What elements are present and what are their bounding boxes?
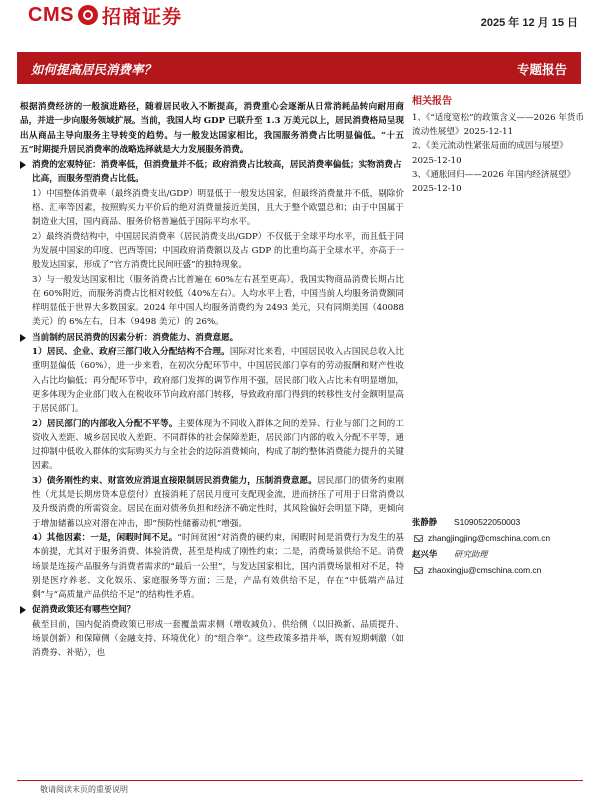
section-1-item: 1）中国整体消费率（最终消费支出/GDP）明显低于一般发达国家，但最终消费量并不低，剔除价格、汇率等因素，按照购买力平价后的绝对消费量接近美国，且大于整个欧盟总和；由于中国属于制造业大国，国内商品、服务价格普遍低于国际平均水平。 <box>32 188 404 228</box>
analyst-name: 张静静 <box>412 517 438 527</box>
related-reports-title: 相关报告 <box>412 96 452 107</box>
footer-divider <box>17 780 583 781</box>
section-2-item <box>20 345 404 416</box>
related-reports <box>412 92 586 196</box>
report-type: 专题报告 <box>516 62 567 77</box>
related-report-link[interactable]: 1、《“适度宽松”的政策含义——2026 年货币流动性展望》2025-12-11 <box>412 113 585 138</box>
report-title: 如何提高居民消费率？ <box>31 62 157 77</box>
main-content <box>20 100 404 661</box>
logo-mark-icon <box>78 5 98 25</box>
analyst-info <box>412 514 586 578</box>
bullet-arrow-icon <box>20 334 26 342</box>
logo-cn-text: 招商证券 <box>101 5 182 28</box>
analyst-row <box>412 514 586 530</box>
section-2-item <box>20 417 404 474</box>
section-3-heading-text: 促消费政策还有哪些空间？ <box>32 605 136 616</box>
section-2-heading <box>20 331 404 345</box>
analyst-row <box>412 546 586 562</box>
section-2-item-body: “时间贫困”对消费的硬约束，闲暇时间是消费行为发生的基本前提，尤其对于服务消费、体验消费，甚至是构成了刚性约束；二是，消费场景供给不足。消费场景是连接产品服务与消费者需求的“最后一公里”，与发达国家相比，国内消费场景相对不足，特别是医疗养老、文化娱乐、家庭服务等方面；三是，产品有效供给不足，存在“中低端产品过剩”与“高质量产品供给不足”的结构性矛盾。 <box>32 532 405 601</box>
section-2-item <box>20 474 404 531</box>
section-1-heading <box>20 158 404 187</box>
section-2-item-lead: 2）居民部门的内部收入分配不平等。 <box>32 418 178 429</box>
section-2-item <box>20 531 404 602</box>
section-2-item-body: 主要体现为不同收入群体之间的差异、行业与部门之间的工资收入差距、城乡居民收入差距、不同群体的社会保障差距，居民部门内部的收入分配不平等，通过抑制中低收入群体的实际购买力与全社会的边际消费倾向，构成了制约整体消费能力提升的关键因素。 <box>32 418 404 472</box>
section-2-heading-text: 当前制约居民消费的因素分析：消费能力、消费意愿。 <box>32 332 239 343</box>
bullet-arrow-icon <box>20 606 26 614</box>
related-report-link[interactable]: 2、《美元流动性紧张局面的成因与展望》2025-12-10 <box>412 141 568 166</box>
company-logo <box>28 4 182 26</box>
analyst-name: 赵兴华 <box>412 549 438 559</box>
analyst-cert: S1090522050003 <box>454 517 521 527</box>
report-date: 2025 年 12 月 15 日 <box>480 17 578 29</box>
intro-paragraph: 根据消费经济的一般演进路径，随着居民收入不断提高，消费重心会逐渐从日常消耗品转向耐用商品，并进一步向服务领域扩展。当前，我国人均 GDP 已联升至 1.3 万美元以上，居民消费格局呈现出从商品主导向服务主导转变的趋势。与一般发达国家相比，我国服务消费占比明显偏低。“十五五”时期提升居民消费率的战略选择就是大力发展服务消费。 <box>20 102 404 155</box>
analyst-email-row <box>412 530 586 546</box>
section-1-item: 3）与一般发达国家相比（服务消费占比普遍在 60%左右甚至更高），我国实物商品消费长期占比在 60%附近，而服务消费占比相对较低（40%左右）。人均水平上看，中国当前人均服务消费额同样明显低于世界大多数国家。2024 年中国人均服务消费约为 2493 美元，只有同期美国（40088 美元）的 6%左右，日本（9498 美元）的 26%。 <box>32 274 404 328</box>
footer-disclaimer: 敬请阅读末页的重要说明 <box>40 785 128 794</box>
section-2-item-body: 居民部门的债务约束刚性（尤其是长期房贷本息偿付）直接消耗了居民月度可支配现金流，进而挤压了可用于日常消费以及升级消费的所需资金。居民在面对债务负担和经济不确定性时，其风险偏好会明显下降，更倾向于增加储蓄以应对潜在冲击，即“预防性储蓄动机”增强。 <box>32 475 404 529</box>
section-1-heading-text: 消费的宏观特征：消费率低，但消费量并不低；政府消费占比较高，居民消费率偏低；实物消费占比高，而服务型消费占比低。 <box>32 160 402 185</box>
title-banner <box>17 52 581 84</box>
mail-icon <box>414 567 423 574</box>
section-2-item-body: 国际对比来看，中国居民收入占国民总收入比重明显偏低（60%），进一步来看，在初次分配环节中，中国居民部门享有的劳动报酬和财产性收入占比均偏低；再分配环节中，政府部门发挥的调节作用不强，居民部门收入占比未有明显增加，更多体现为企业部门收入在税收环节向政府部门转移，导致政府部门得到的转移性支付金额明显高于居民部门。 <box>32 347 404 415</box>
section-3-heading <box>20 603 404 617</box>
logo-text: CMS <box>28 3 74 26</box>
page-footer <box>0 780 600 800</box>
section-2-item-lead: 1）居民、企业、政府三部门收入分配结构不合理。 <box>32 347 230 358</box>
bullet-arrow-icon <box>20 161 26 169</box>
section-2-item-lead: 3）债务刚性约束、财富效应消退直接限制居民消费能力，压制消费意愿。 <box>32 475 317 486</box>
related-report-link[interactable]: 3、《通胀回归——2026 年国内经济展望》2025-12-10 <box>412 169 576 195</box>
section-2-item-lead: 4）其他因素：一是，闲暇时间不足。 <box>32 532 178 543</box>
mail-icon <box>414 535 423 542</box>
section-1-item: 2）最终消费结构中，中国居民消费率（居民消费支出/GDP）不仅低于全球平均水平，而且低于同为发展中国家的印度、巴西等国；中国政府消费额以及占 GDP 的比重均高于全球水平，亦高于一般发达国家，形成了“官方消费比民间旺盛”的独特现象。 <box>32 231 404 271</box>
section-3-body: 截至目前，国内促消费政策已形成一套覆盖需求侧（增收减负）、供给侧（以旧换新、品质提升、场景创新）和保障侧（金融支持、环境优化）的“组合拳”。这些政策多措并举，既有短期刺激（如消费券、补贴），也 <box>32 619 404 659</box>
related-reports-list <box>412 111 586 196</box>
analyst-email[interactable]: zhangjingjing@cmschina.com.cn <box>428 533 551 543</box>
analyst-email-row <box>412 562 586 578</box>
analyst-email[interactable]: zhaoxingju@cmschina.com.cn <box>428 565 542 575</box>
analyst-role: 研究助理 <box>454 549 488 559</box>
